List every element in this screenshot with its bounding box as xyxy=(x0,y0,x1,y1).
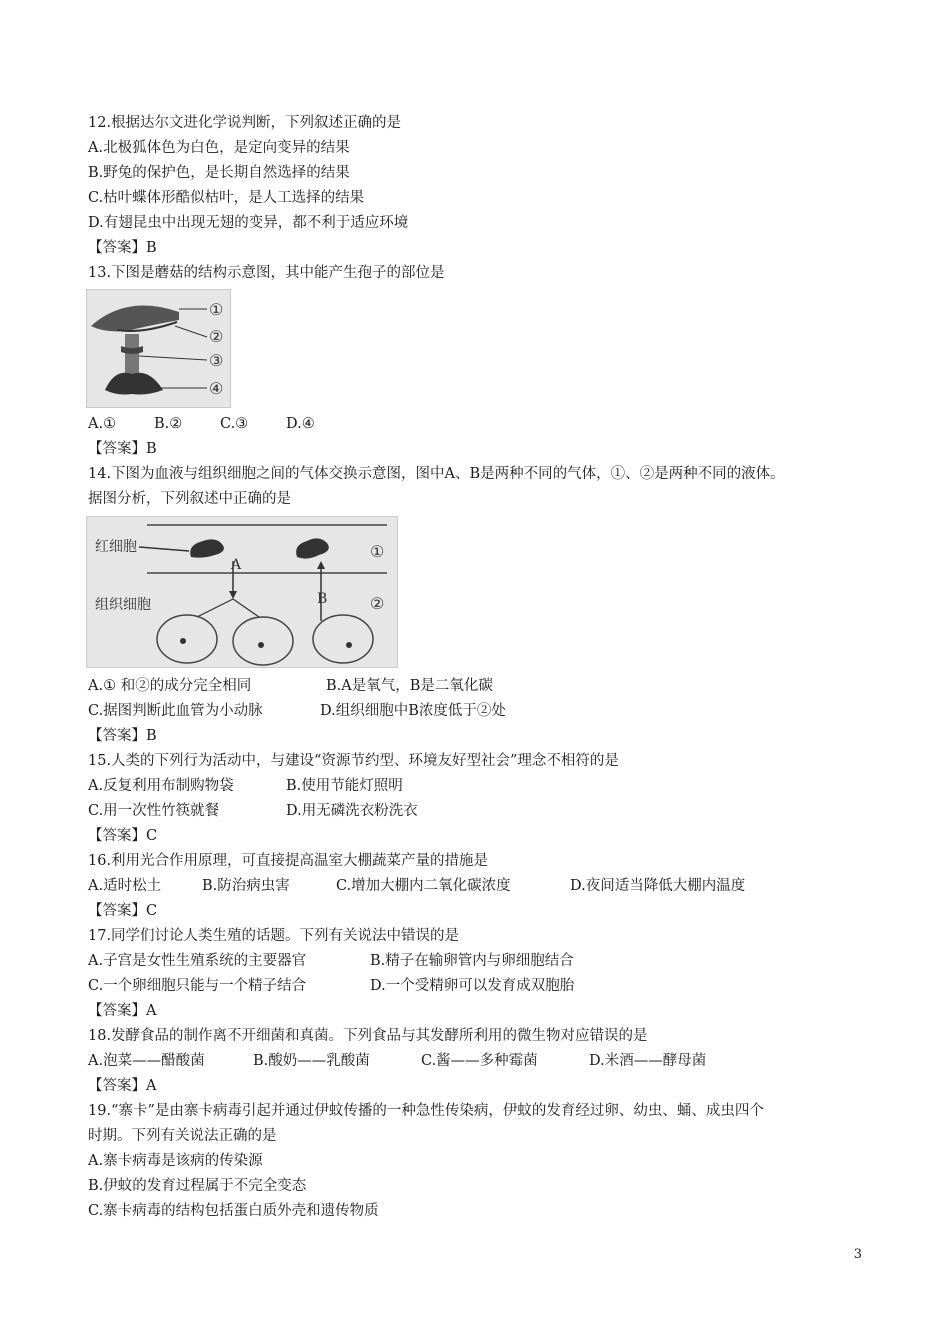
q15-option-d: D.用无磷洗衣粉洗衣 xyxy=(286,803,418,819)
q19-stem-line1: 19.“寨卡”是由寨卡病毒引起并通过伊蚊传播的一种急性传染病，伊蚊的发育经过卵、幼虫、蛹、成虫四个 xyxy=(88,1103,764,1119)
mushroom-mycelium xyxy=(105,373,163,395)
label-tissue-cell: 组织细胞 xyxy=(95,597,151,613)
mushroom-label-1: ① xyxy=(209,300,224,319)
q16-stem: 16.利用光合作用原理，可直接提高温室大棚蔬菜产量的措施是 xyxy=(88,853,489,869)
mushroom-label-3: ③ xyxy=(209,351,224,370)
q17-options-row1 xyxy=(88,951,574,971)
q15-option-c: C.用一次性竹筷就餐 xyxy=(88,803,220,819)
mushroom-illustration xyxy=(87,290,230,407)
q14-option-d: D.组织细胞中B浓度低于②处 xyxy=(320,703,506,719)
q17-answer: 【答案】A xyxy=(88,1003,157,1019)
q15-options-row2 xyxy=(88,801,418,821)
q15-options-row1 xyxy=(88,776,403,796)
label-liquid-1: ① xyxy=(370,542,385,561)
q13-option-a: A.① xyxy=(88,416,117,432)
q17-option-b: B.精子在输卵管内与卵细胞结合 xyxy=(370,953,574,969)
q13-answer: 【答案】B xyxy=(88,441,157,457)
q15-option-a: A.反复利用布制购物袋 xyxy=(88,778,234,794)
q14-option-c: C.据图判断此血管为小动脉 xyxy=(88,703,263,719)
leader-line-2 xyxy=(175,326,207,337)
tissue-nucleus-2 xyxy=(258,642,264,648)
q12-option-a: A.北极狐体色为白色，是定向变异的结果 xyxy=(88,140,350,156)
q16-options xyxy=(88,876,745,896)
mushroom-diagram xyxy=(86,289,231,408)
q12-option-c: C.枯叶蝶体形酷似枯叶，是人工选择的结果 xyxy=(88,190,365,206)
q17-option-c: C.一个卵细胞只能与一个精子结合 xyxy=(88,978,307,994)
q18-stem: 18.发酵食品的制作离不开细菌和真菌。下列食品与其发酵所利用的微生物对应错误的是 xyxy=(88,1028,648,1044)
q12-answer: 【答案】B xyxy=(88,240,157,256)
q13-options xyxy=(88,414,315,434)
q14-stem-line2: 据图分析，下列叙述中正确的是 xyxy=(88,491,291,507)
label-gas-a: A xyxy=(231,557,242,573)
q12-option-d: D.有翅昆虫中出现无翅的变异，都不利于适应环境 xyxy=(88,215,409,231)
arrow-a-branch-left xyxy=(197,599,233,617)
q18-option-a: A.泡菜——醋酸菌 xyxy=(88,1053,205,1069)
tissue-cell-3 xyxy=(313,615,373,663)
q17-option-d: D.一个受精卵可以发育成双胞胎 xyxy=(370,978,575,994)
q16-answer: 【答案】C xyxy=(88,903,158,919)
red-blood-cell-left xyxy=(190,539,224,557)
q16-option-d: D.夜间适当降低大棚内温度 xyxy=(570,878,746,894)
q13-option-c: C.③ xyxy=(220,416,249,432)
red-blood-cell-right xyxy=(296,538,329,558)
q17-stem: 17.同学们讨论人类生殖的话题。下列有关说法中错误的是 xyxy=(88,928,460,944)
q13-stem: 13.下图是蘑菇的结构示意图，其中能产生孢子的部位是 xyxy=(88,265,445,281)
label-red-blood-cell: 红细胞 xyxy=(95,539,137,555)
q16-option-c: C.增加大棚内二氧化碳浓度 xyxy=(336,878,511,894)
page-number: 3 xyxy=(853,1247,862,1262)
q12-stem: 12.根据达尔文进化学说判断，下列叙述正确的是 xyxy=(88,115,402,131)
arrow-a-head xyxy=(229,591,237,599)
arrow-b-head xyxy=(317,561,325,569)
q14-options-row2 xyxy=(88,701,506,721)
q15-answer: 【答案】C xyxy=(88,828,158,844)
q14-stem-line1: 14.下图为血液与组织细胞之间的气体交换示意图，图中A、B是两种不同的气体，①、②是两种不同的液体。 xyxy=(88,466,785,482)
q14-option-a: A.① 和②的成分完全相同 xyxy=(88,678,252,694)
q14-answer: 【答案】B xyxy=(88,728,157,744)
mushroom-cap xyxy=(91,306,179,332)
tissue-cell-1 xyxy=(157,615,217,663)
gas-exchange-diagram xyxy=(86,516,398,668)
rbc-pointer-line xyxy=(139,547,189,551)
q16-option-a: A.适时松土 xyxy=(88,878,162,894)
leader-line-3 xyxy=(139,356,207,360)
q19-stem-line2: 时期。下列有关说法正确的是 xyxy=(88,1128,277,1144)
q14-option-b: B.A是氧气，B是二氧化碳 xyxy=(326,678,493,694)
q18-option-d: D.米酒——酵母菌 xyxy=(589,1053,707,1069)
q17-option-a: A.子宫是女性生殖系统的主要器官 xyxy=(88,953,307,969)
q18-options xyxy=(88,1051,706,1071)
q12-option-b: B.野兔的保护色，是长期自然选择的结果 xyxy=(88,165,350,181)
q14-options-row1 xyxy=(88,676,493,696)
q18-option-c: C.酱——多种霉菌 xyxy=(421,1053,538,1069)
tissue-cell-2 xyxy=(233,617,293,665)
tissue-nucleus-1 xyxy=(180,638,186,644)
q18-option-b: B.酸奶——乳酸菌 xyxy=(253,1053,370,1069)
label-liquid-2: ② xyxy=(370,594,385,613)
q19-option-c: C.寨卡病毒的结构包括蛋白质外壳和遗传物质 xyxy=(88,1203,379,1219)
arrow-a-branch-right xyxy=(233,599,259,617)
q13-option-b: B.② xyxy=(154,416,183,432)
q13-option-d: D.④ xyxy=(286,416,315,432)
q18-answer: 【答案】A xyxy=(88,1078,157,1094)
q17-options-row2 xyxy=(88,976,574,996)
q16-option-b: B.防治病虫害 xyxy=(202,878,290,894)
q19-option-a: A.寨卡病毒是该病的传染源 xyxy=(88,1153,263,1169)
mushroom-label-2: ② xyxy=(209,327,224,346)
tissue-nucleus-3 xyxy=(346,642,352,648)
q19-option-b: B.伊蚊的发育过程属于不完全变态 xyxy=(88,1178,307,1194)
q15-option-b: B.使用节能灯照明 xyxy=(286,778,403,794)
mushroom-label-4: ④ xyxy=(209,379,224,398)
gas-exchange-illustration xyxy=(87,517,397,667)
label-gas-b: B xyxy=(317,591,328,607)
q15-stem: 15.人类的下列行为活动中，与建设“资源节约型、环境友好型社会”理念不相符的是 xyxy=(88,753,619,769)
